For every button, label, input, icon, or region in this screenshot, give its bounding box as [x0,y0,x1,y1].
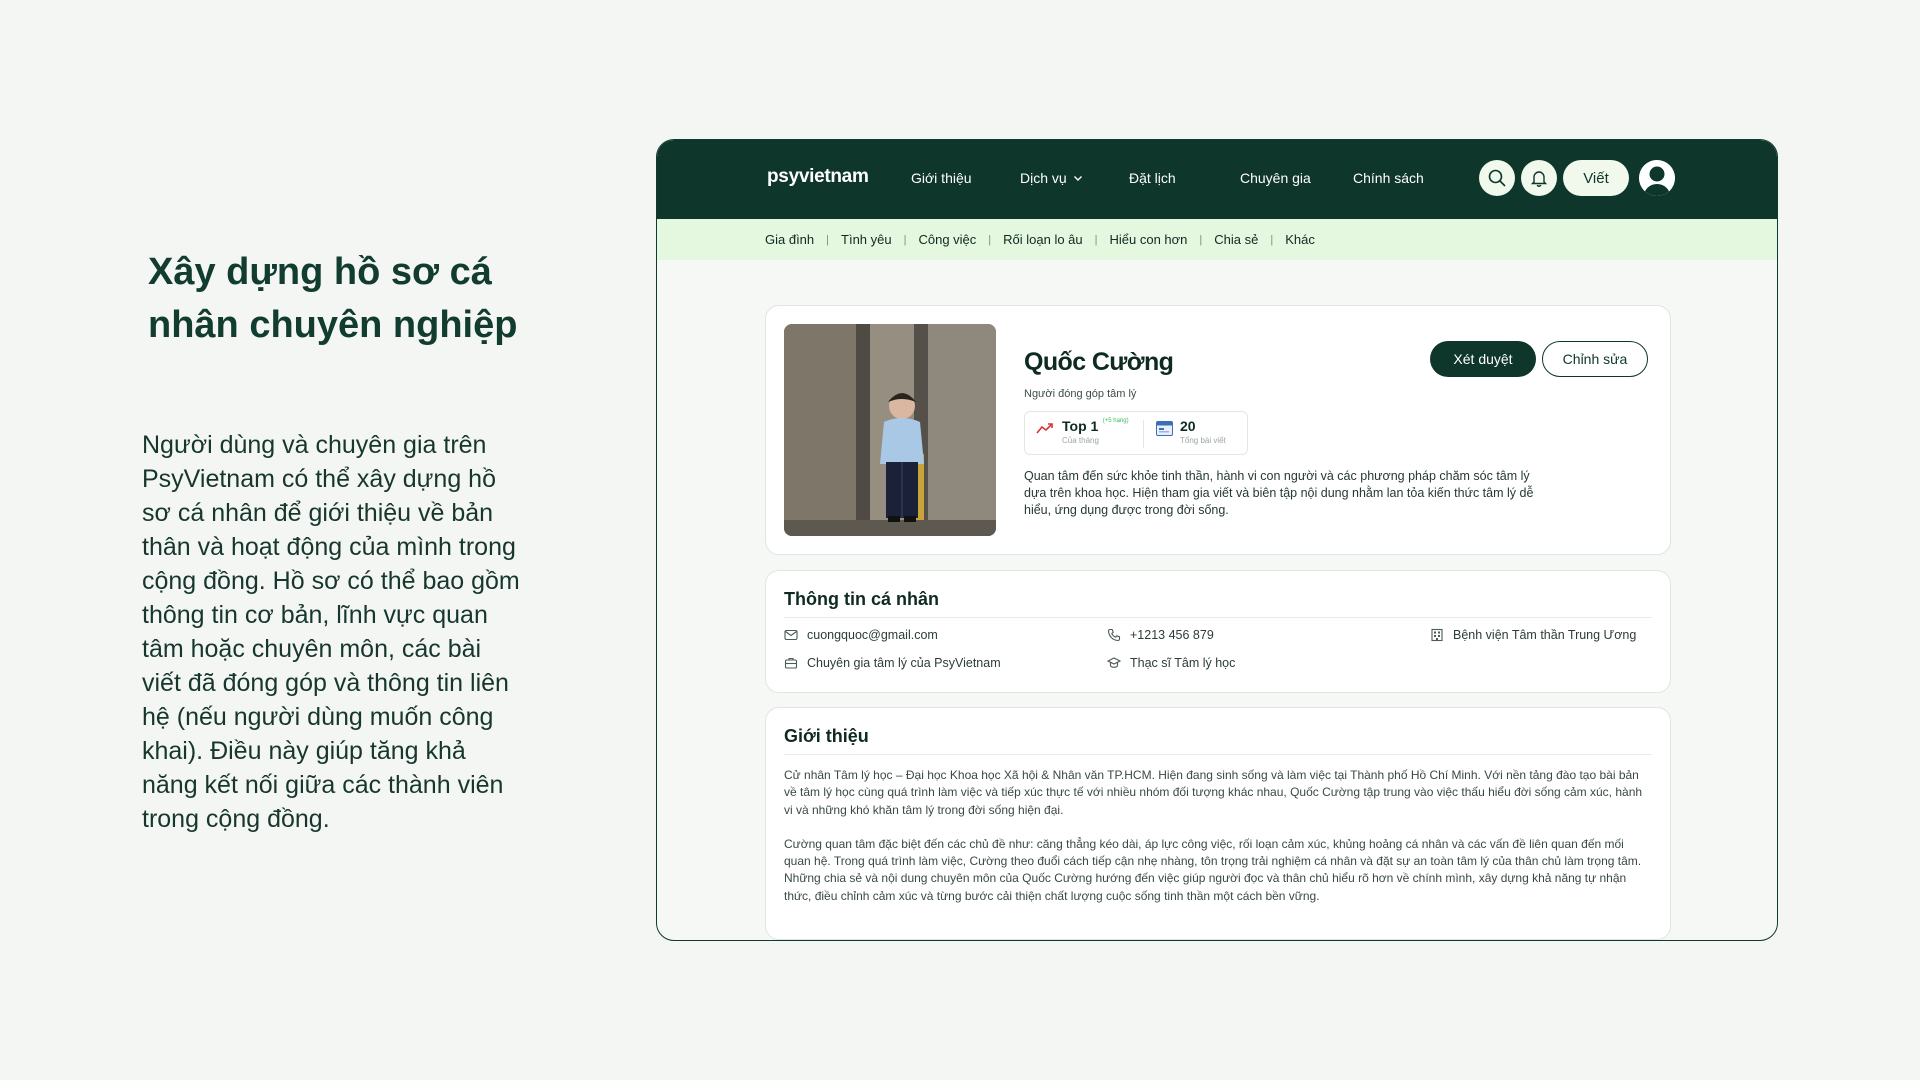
top-navigation [657,140,1777,219]
separator: | [1270,233,1274,246]
introduction-text [784,767,1650,905]
app-window [656,139,1778,941]
search-icon [1487,168,1507,188]
profile-role: Người đóng góp tâm lý [1024,388,1137,400]
graduation-cap-icon [1107,656,1121,670]
edit-button[interactable]: Chỉnh sửa [1542,341,1648,377]
profile-stats [1024,411,1248,455]
user-avatar-icon [1639,160,1675,196]
briefcase-icon [784,656,798,670]
separator: | [903,233,907,246]
approve-button[interactable]: Xét duyệt [1430,341,1536,377]
nav-item-chuyen-gia[interactable] [1240,170,1311,186]
category-tinh-yeu[interactable]: Tình yêu [841,232,892,247]
category-gia-dinh[interactable]: Gia đình [765,232,815,247]
nav-item-label: Đặt lịch [1129,170,1176,186]
separator: | [988,233,992,246]
profile-card [765,305,1671,555]
building-icon [1430,628,1444,642]
nav-item-label: Giới thiệu [911,170,972,186]
intro-paragraph: Những chia sẻ và nội dung chuyên môn của Quốc Cường hướng đến việc giúp người đọc và thân chủ hiểu rõ hơn về chính mình, xây dựng khả năng tự nhận thức, điều chỉnh cảm xúc và từng bước cải thiện chất lượng cuộc sống tinh thần một cách bền vững. [784,871,1627,903]
nav-item-label: Chính sách [1353,170,1424,186]
rank-value: Top 1 [1062,418,1099,434]
rank-caption: Của tháng [1062,436,1099,445]
separator: | [1199,233,1203,246]
nav-item-label: Chuyên gia [1240,170,1311,186]
email-item [784,628,938,642]
category-bar [657,219,1777,260]
write-button[interactable]: Viết [1563,160,1629,196]
intro-paragraph: Cử nhân Tâm lý học – Đại học Khoa học Xã hội & Nhân văn TP.HCM. Hiện đang sinh sống và làm việc tại Thành phố Hồ Chí Minh. Với nền tảng đào tạo bài bản về tâm lý học cùng quá trình làm việc và tiếp xúc thực tế với nhiều nhóm đối tượng khác nhau, Quốc Cường tập trung vào việc thấu hiểu đời sống cảm xúc, hành vi và những khó khăn tâm lý trong đời sống hiện đại. [784,768,1643,817]
workplace-value: Bệnh viện Tâm thần Trung Ương [1453,628,1637,642]
nav-item-gioi-thieu[interactable] [911,170,972,186]
nav-item-dich-vu[interactable] [1020,170,1083,186]
workplace-item [1430,628,1636,642]
category-hieu-con-hon[interactable]: Hiểu con hơn [1109,232,1188,247]
user-avatar-button[interactable] [1639,160,1675,196]
rank-stat [1062,418,1129,445]
posts-caption: Tổng bài viết [1180,436,1226,445]
introduction-card [765,707,1671,940]
section-description: Người dùng và chuyên gia trên PsyVietnam có thể xây dựng hồ sơ cá nhân để giới thiệu về bản thân và hoạt động của mình trong cộng đồng. Hồ sơ có thể bao gồm thông tin cơ bản, lĩnh vực quan tâm hoặc chuyên môn, các bài viết đã đóng góp và thông tin liên hệ (nếu người dùng muốn công khai). Điều này giúp tăng khả năng kết nối giữa các thành viên trong cộng đồng. [142,431,520,833]
intro-paragraph: Cường quan tâm đặc biệt đến các chủ đề như: căng thẳng kéo dài, áp lực công việc, rối loạn cảm xúc, khủng hoảng cá nhân và các vấn đề liên quan đến mối quan hệ. Trong quá trình làm việc, Cường theo đuổi cách tiếp cận nhẹ nhàng, tôn trọng trải nghiệm cá nhân và đặt sự an toàn tâm lý của thân chủ làm trọng tâm. [784,836,1642,869]
category-roi-loan-lo-au[interactable]: Rối loạn lo âu [1003,232,1083,247]
card-title: Thông tin cá nhân [784,589,939,609]
posts-icon [1156,421,1173,436]
bell-icon [1530,169,1548,187]
phone-icon [1107,628,1121,642]
rank-delta: (+5 hạng) [1102,418,1129,424]
degree-value: Thạc sĩ Tâm lý học [1130,656,1236,670]
profile-bio: Quan tâm đến sức khỏe tinh thần, hành vi con người và các phương pháp chăm sóc tâm lý dựa trên khoa học. Hiện tham gia viết và biên tập nội dung nhằm lan tỏa kiến thức tâm lý dễ hiểu, ứng dụng được trong đời sống. [1024,469,1534,517]
separator: | [1094,233,1098,246]
profile-name: Quốc Cường [1024,348,1174,376]
logo[interactable]: psyvietnam [767,166,869,187]
category-chia-se[interactable]: Chia sẻ [1214,232,1259,247]
nav-item-dat-lich[interactable] [1129,170,1176,186]
posts-stat [1180,418,1226,445]
separator: | [826,233,830,246]
position-item [784,656,1001,670]
phone-item [1107,628,1214,642]
position-value: Chuyên gia tâm lý của PsyVietnam [807,656,1001,670]
nav-item-label: Dịch vụ [1020,170,1067,186]
nav-item-chinh-sach[interactable] [1353,170,1424,186]
section-title: Xây dựng hồ sơ cá nhân chuyên nghiệp [148,251,518,346]
card-title: Giới thiệu [784,726,869,746]
divider [1143,420,1144,448]
phone-value: +1213 456 879 [1130,628,1214,642]
search-button[interactable] [1479,160,1515,196]
divider [784,617,1652,618]
mail-icon [784,628,798,642]
personal-info-card [765,570,1671,693]
notification-button[interactable] [1521,160,1557,196]
category-cong-viec[interactable]: Công việc [918,232,977,247]
divider [784,754,1652,755]
posts-value: 20 [1180,418,1196,434]
email-value: cuongquoc@gmail.com [807,628,938,642]
chevron-down-icon [1073,173,1083,183]
trending-up-icon [1036,421,1054,435]
profile-photo [784,324,996,536]
category-khac[interactable]: Khác [1285,232,1315,247]
degree-item [1107,656,1235,670]
